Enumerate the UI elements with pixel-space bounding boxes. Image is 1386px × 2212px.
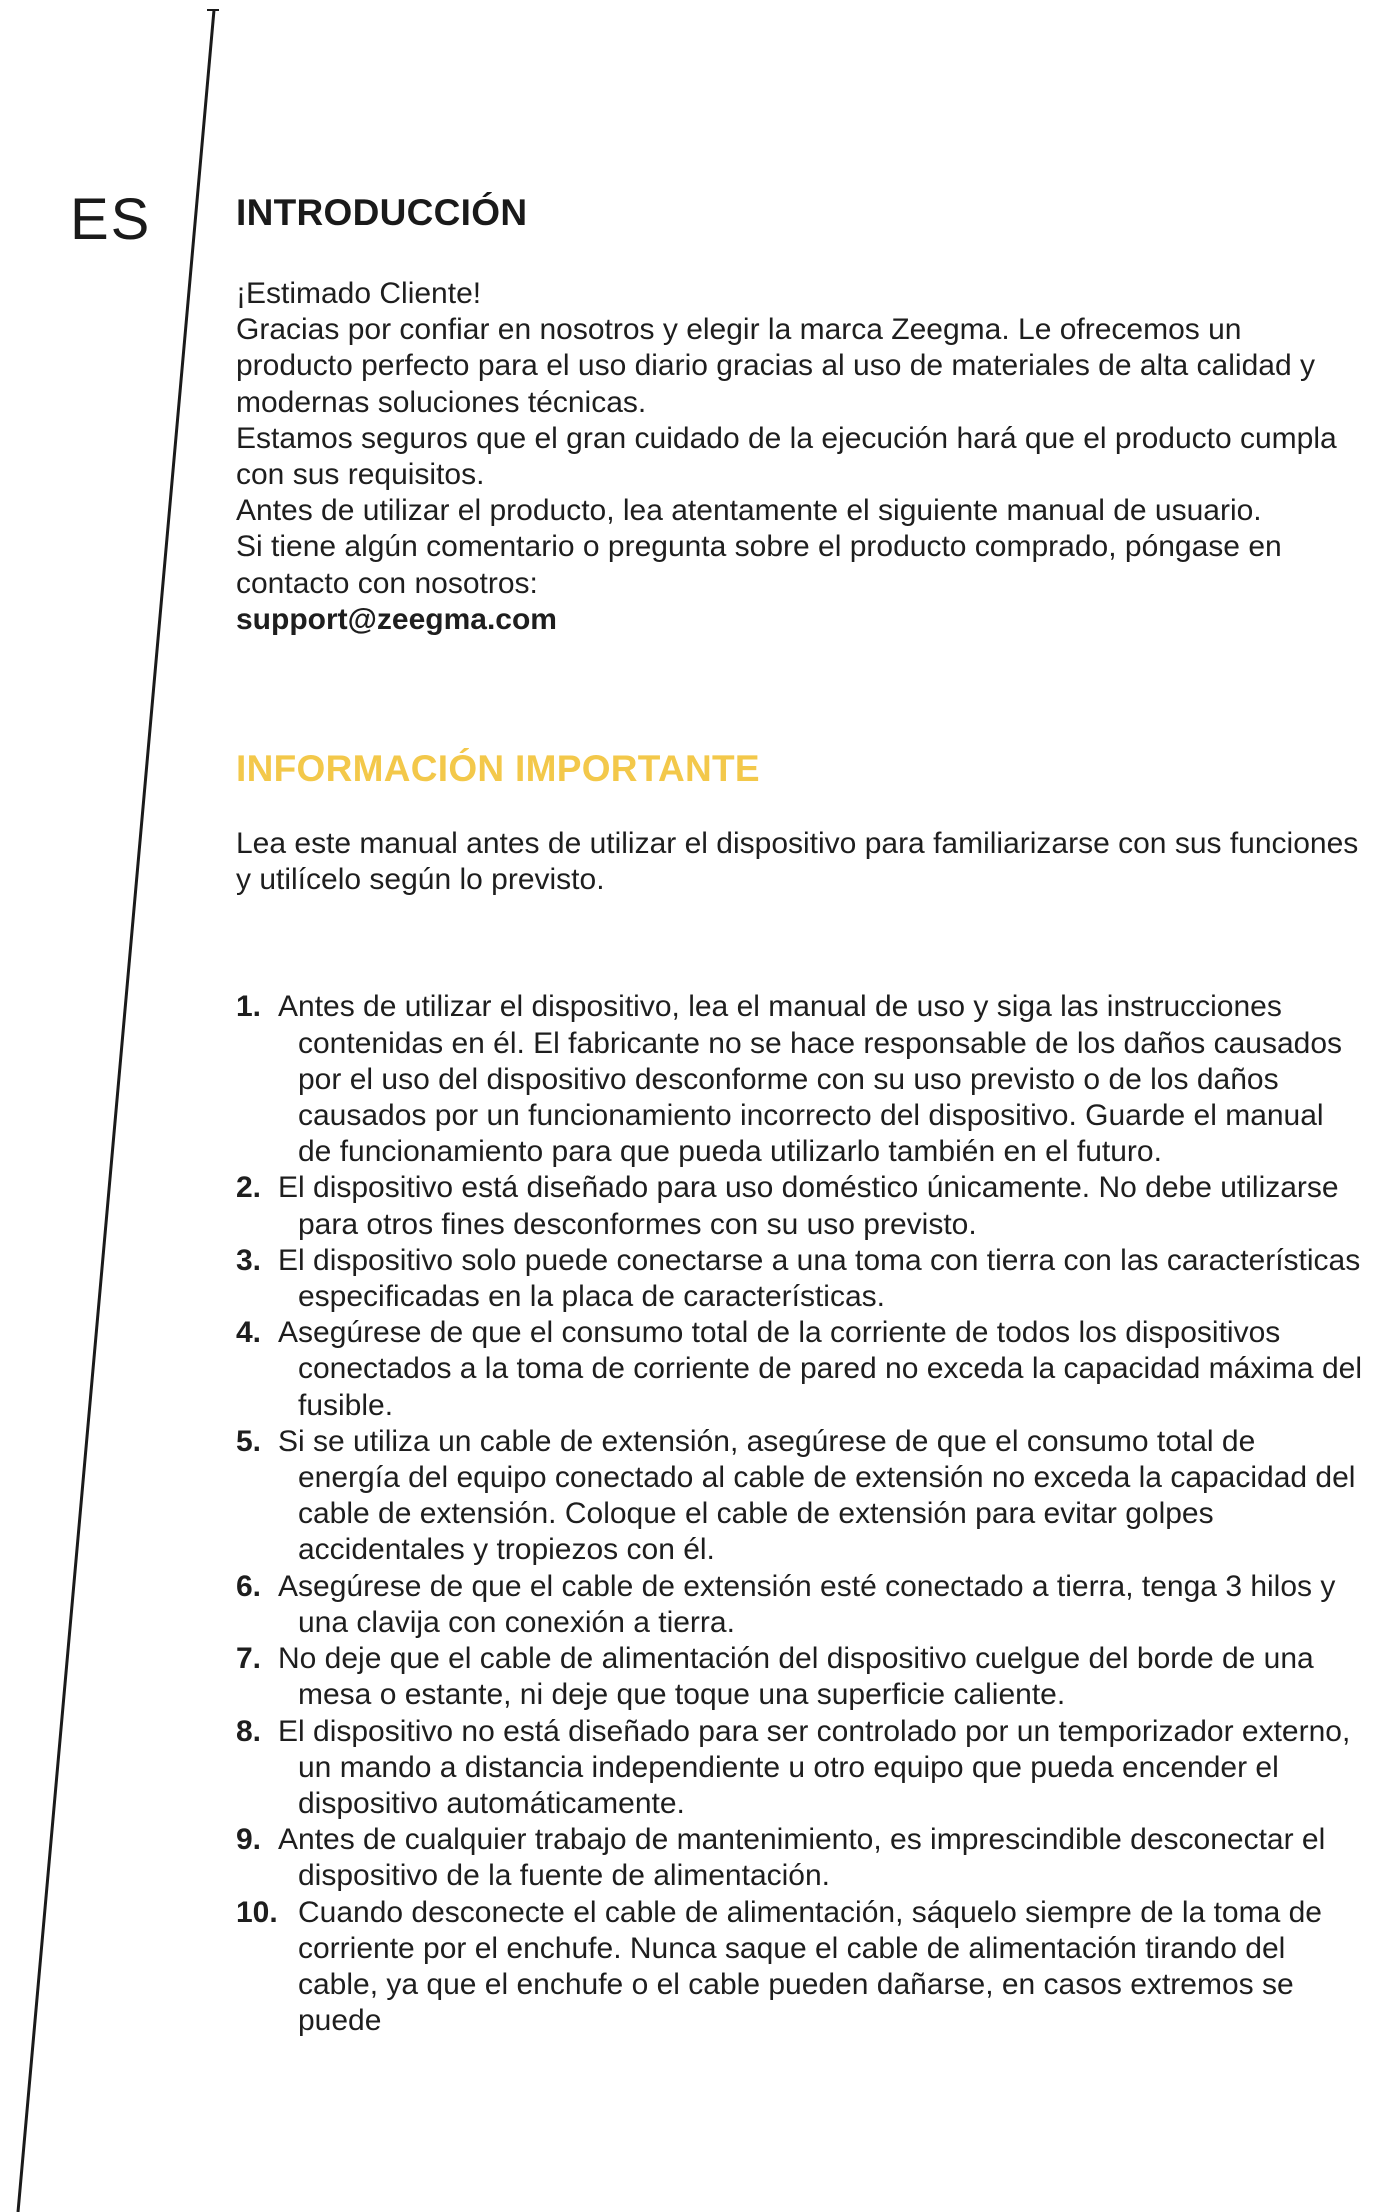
item-number: 7. — [236, 1642, 262, 1676]
important-info-title: INFORMACIÓN IMPORTANTE — [236, 748, 760, 790]
item-text: Antes de utilizar el dispositivo, lea el manual de uso y siga las instrucciones contenidas en él. El fabricante no se hace responsable de los daños causados por el uso del dispositivo desconforme con su uso previsto o de los daños causados por un funcionamiento incorrecto del dispositivo. Guarde el manual de funcionamiento para que pueda utilizarlo también en el futuro. — [278, 990, 1343, 1169]
item-text: Si se utiliza un cable de extensión, asegúrese de que el consumo total de energía del equipo conectado al cable de extensión no exceda la capacidad del cable de extensión. Coloque el cable de extensión para evitar golpes accidentales y tropiezos con él. — [278, 1424, 1356, 1567]
item-number: 9. — [236, 1823, 262, 1857]
item-number: 8. — [236, 1714, 262, 1748]
item-number: 4. — [236, 1316, 262, 1350]
list-item — [236, 1822, 1362, 1894]
safety-rules-list — [236, 989, 1362, 2039]
list-item — [236, 989, 1362, 1170]
language-code: ES — [70, 187, 152, 252]
item-number: 2. — [236, 1171, 262, 1205]
item-number: 1. — [236, 990, 262, 1024]
item-text: El dispositivo no está diseñado para ser controlado por un temporizador externo, un mando a distancia independiente u otro equipo que pueda encender el dispositivo automáticamente. — [278, 1714, 1351, 1820]
item-text: Cuando desconecte el cable de alimentación, sáquelo siempre de la toma de corriente por el enchufe. Nunca saque el cable de alimentación tirando del cable, ya que el enchufe o el cable pueden dañarse, en casos extremos se puede — [298, 1895, 1322, 2038]
item-text: Asegúrese de que el cable de extensión esté conectado a tierra, tenga 3 hilos y una clavija con conexión a tierra. — [278, 1569, 1336, 1639]
list-item — [236, 1170, 1362, 1242]
intro-title: INTRODUCCIÓN — [236, 192, 528, 233]
intro-text — [236, 276, 1362, 638]
item-text: Antes de cualquier trabajo de mantenimiento, es imprescindible desconectar el dispositivo de la fuente de alimentación. — [278, 1823, 1326, 1893]
intro-greeting: ¡Estimado Cliente! — [236, 277, 482, 310]
item-number: 5. — [236, 1424, 262, 1458]
item-text: No deje que el cable de alimentación del dispositivo cuelgue del borde de una mesa o estante, ni deje que toque una superficie caliente. — [278, 1642, 1314, 1712]
item-text: El dispositivo solo puede conectarse a una toma con tierra con las características especificadas en la placa de características. — [278, 1243, 1361, 1314]
item-number: 10. — [236, 1895, 278, 1929]
intro-paragraph: Estamos seguros que el gran cuidado de la ejecución hará que el producto cumpla con sus requisitos. — [236, 421, 1337, 492]
list-item — [236, 1714, 1362, 1823]
list-item — [236, 1641, 1362, 1713]
item-text: El dispositivo está diseñado para uso doméstico únicamente. No debe utilizarse para otros fines desconformes con su uso previsto. — [278, 1171, 1339, 1241]
list-item — [236, 1424, 1362, 1569]
page-content — [236, 190, 1362, 2039]
item-number: 3. — [236, 1243, 262, 1277]
list-item — [236, 1315, 1362, 1424]
intro-paragraph: Gracias por confiar en nosotros y elegir la marca Zeegma. Le ofrecemos un producto perfecto para el uso diario gracias al uso de materiales de alta calidad y modernas soluciones técnicas. — [236, 313, 1315, 419]
intro-paragraph: Antes de utilizar el producto, lea atentamente el siguiente manual de usuario. — [236, 494, 1262, 528]
list-item — [236, 1243, 1362, 1315]
support-email: support@zeegma.com — [236, 602, 557, 636]
important-info-lead: Lea este manual antes de utilizar el dispositivo para familiarizarse con sus funciones y utilícelo según lo previsto. — [236, 827, 1359, 897]
list-item — [236, 1895, 1362, 2040]
list-item — [236, 1569, 1362, 1641]
intro-paragraph: Si tiene algún comentario o pregunta sobre el producto comprado, póngase en contacto con nosotros: — [236, 530, 1282, 600]
item-number: 6. — [236, 1569, 262, 1603]
item-text: Asegúrese de que el consumo total de la corriente de todos los dispositivos conectados a la toma de corriente de pared no exceda la capacidad máxima del fusible. — [278, 1316, 1362, 1422]
